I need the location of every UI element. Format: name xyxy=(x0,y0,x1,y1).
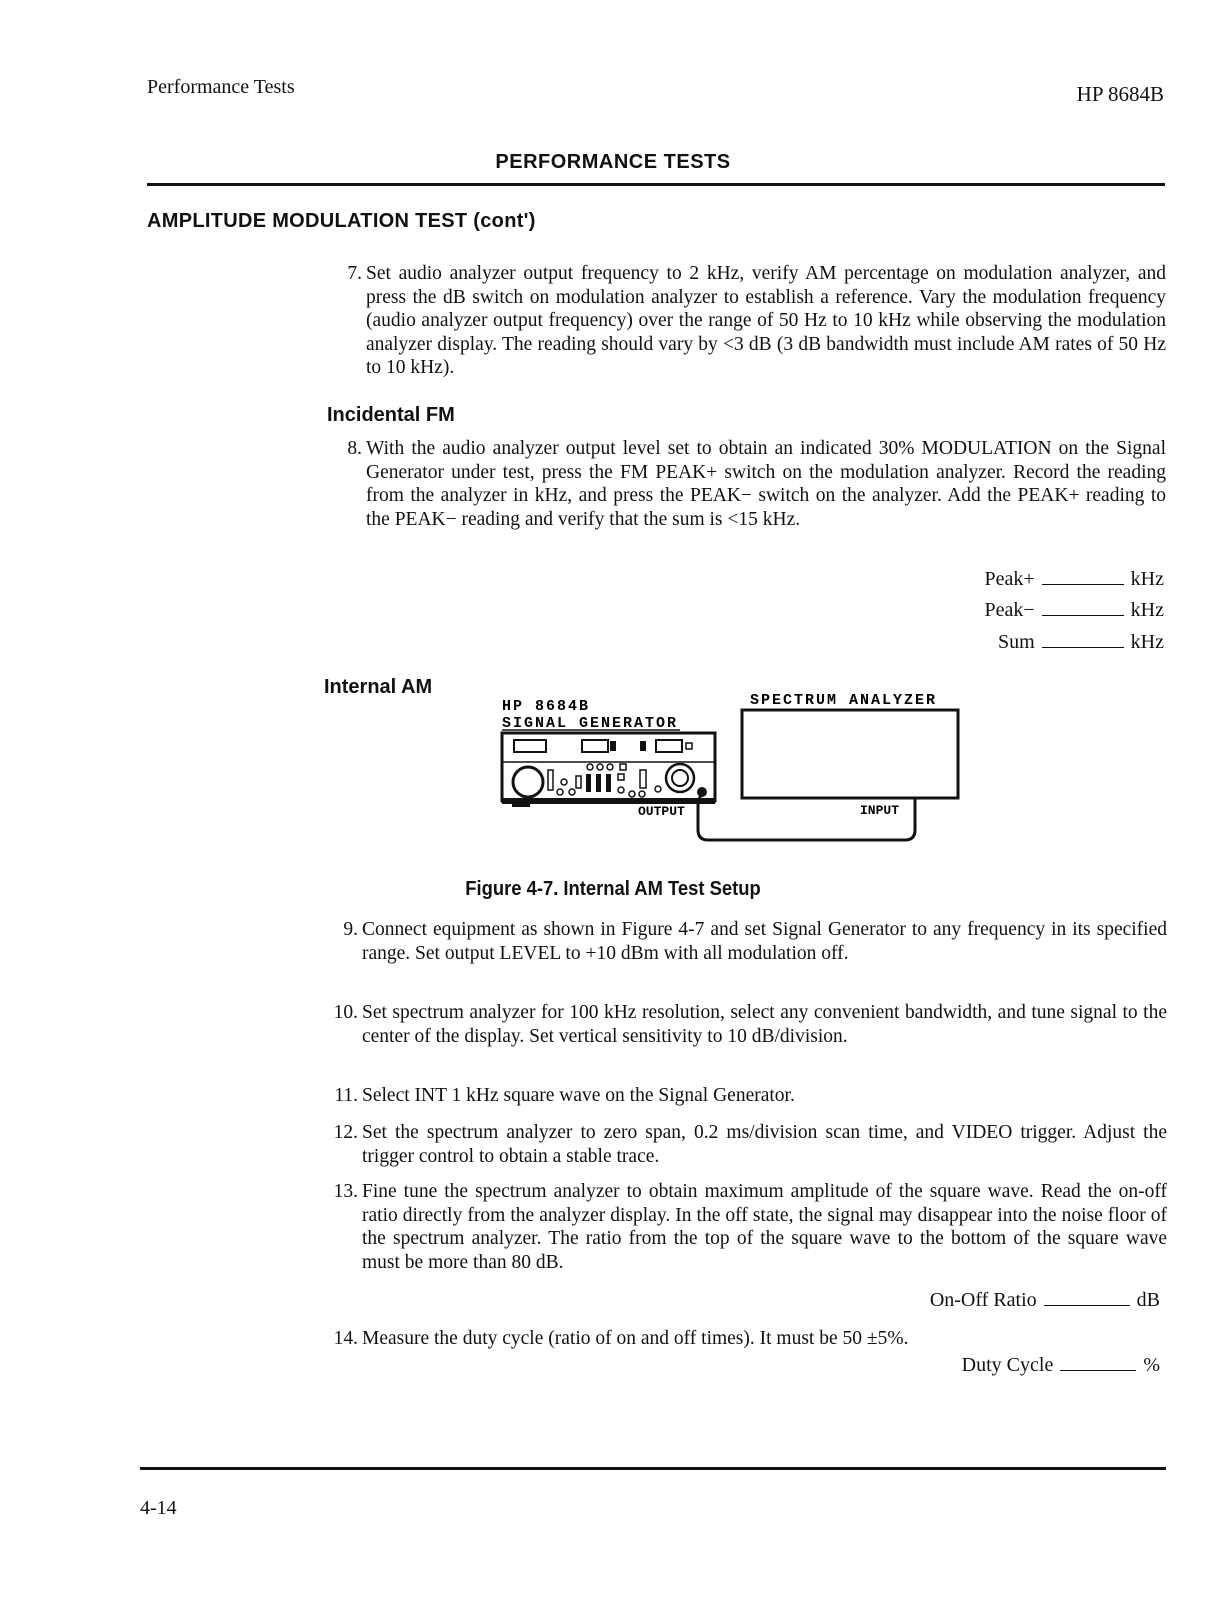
bottom-rule xyxy=(140,1467,1166,1470)
record-peak-minus xyxy=(985,599,1164,622)
internal-am-heading: Internal AM xyxy=(324,676,433,698)
step-text: Set audio analyzer output frequency to 2 kHz, verify AM percentage on modulation analyzer, and press the dB switch on modulation analyzer to establish a reference. Vary the modulation frequency (audio analyzer output frequency) over the range of 50 Hz to 10 kHz while observing the modulation analyzer display. The reading should vary by <3 dB (3 dB bandwidth must include AM rates of 50 Hz to 10 kHz). xyxy=(366,263,1166,378)
running-header-title: Performance Tests xyxy=(147,76,295,98)
record-label: Duty Cycle xyxy=(961,1354,1054,1376)
record-peak-plus xyxy=(985,568,1164,591)
spectrum-analyzer-instrument xyxy=(742,710,958,798)
top-rule xyxy=(147,183,1165,186)
output-port-label: OUTPUT xyxy=(638,804,685,819)
step-8 xyxy=(347,437,1166,531)
step-text: Set spectrum analyzer for 100 kHz resolution, select any convenient bandwidth, and tune signal to the center of the display. Set vertical sensitivity to 10 dB/division. xyxy=(362,1002,1167,1047)
record-label: On-Off Ratio xyxy=(929,1289,1037,1311)
step-10 xyxy=(333,1001,1167,1048)
signal-generator-instrument xyxy=(502,733,715,807)
record-duty-cycle xyxy=(962,1354,1160,1377)
record-unit: kHz xyxy=(1130,631,1164,653)
subsection-title: AMPLITUDE MODULATION TEST (cont') xyxy=(147,210,536,232)
record-blank-field xyxy=(1042,584,1124,585)
record-blank-field xyxy=(1060,1370,1136,1371)
input-port-label: INPUT xyxy=(860,803,900,818)
record-label: Sum xyxy=(997,631,1035,653)
record-sum xyxy=(998,631,1164,654)
incidental-fm-heading: Incidental FM xyxy=(327,404,455,426)
step-12 xyxy=(333,1121,1167,1168)
step-number: 7. xyxy=(347,263,362,284)
sg-name-label: SIGNAL GENERATOR xyxy=(502,715,679,732)
record-unit: dB xyxy=(1136,1289,1160,1311)
running-header-model: HP 8684B xyxy=(1076,82,1164,106)
step-text: With the audio analyzer output level set to obtain an indicated 30% MODULATION on the Signal Generator under test, press the FM PEAK+ switch on the modulation analyzer. Record the reading from the analyzer in kHz, and press the PEAK− switch on the analyzer. Add the PEAK+ reading to the PEAK− reading and verify that the sum is <15 kHz. xyxy=(366,438,1166,530)
page-number: 4-14 xyxy=(140,1497,177,1519)
step-text: Measure the duty cycle (ratio of on and off times). It must be 50 ±5%. xyxy=(362,1328,909,1349)
record-unit: kHz xyxy=(1130,568,1164,590)
step-13 xyxy=(333,1180,1167,1274)
step-number: 10. xyxy=(333,1002,358,1023)
step-text: Select INT 1 kHz square wave on the Signal Generator. xyxy=(362,1085,795,1106)
step-9 xyxy=(343,918,1167,965)
step-number: 9. xyxy=(343,919,358,940)
record-label: Peak+ xyxy=(984,568,1035,590)
record-blank-field xyxy=(1042,647,1124,648)
step-11 xyxy=(334,1084,1167,1108)
record-on-off-ratio xyxy=(930,1289,1160,1312)
section-title: PERFORMANCE TESTS xyxy=(495,151,731,173)
step-text: Connect equipment as shown in Figure 4-7 and set Signal Generator to any frequency in its specified range. Set output LEVEL to +10 dBm with all modulation off. xyxy=(362,919,1167,964)
test-setup-diagram xyxy=(490,690,990,870)
step-text: Set the spectrum analyzer to zero span, 0.2 ms/division scan time, and VIDEO trigger. Adjust the trigger control to obtain a stable trace. xyxy=(362,1122,1167,1167)
step-14 xyxy=(333,1327,1167,1351)
step-number: 11. xyxy=(334,1085,358,1106)
record-unit: kHz xyxy=(1130,599,1164,621)
step-text: Fine tune the spectrum analyzer to obtain maximum amplitude of the square wave. Read the on-off ratio directly from the analyzer display. In the off state, the signal may disappear into the noise floor of the spectrum analyzer. The ratio from the top of the square wave to the bottom of the square wave must be more than 80 dB. xyxy=(362,1181,1167,1273)
step-number: 14. xyxy=(333,1328,358,1349)
step-number: 8. xyxy=(347,438,362,459)
sa-name-label: SPECTRUM ANALYZER xyxy=(750,692,938,709)
sg-model-label: HP 8684B xyxy=(502,698,591,715)
figure-caption: Figure 4-7. Internal AM Test Setup xyxy=(465,878,761,900)
step-number: 13. xyxy=(333,1181,358,1202)
record-blank-field xyxy=(1044,1305,1130,1306)
step-7 xyxy=(347,262,1166,380)
record-label: Peak− xyxy=(984,599,1035,621)
record-blank-field xyxy=(1042,615,1124,616)
step-number: 12. xyxy=(333,1122,358,1143)
record-unit: % xyxy=(1143,1354,1160,1376)
